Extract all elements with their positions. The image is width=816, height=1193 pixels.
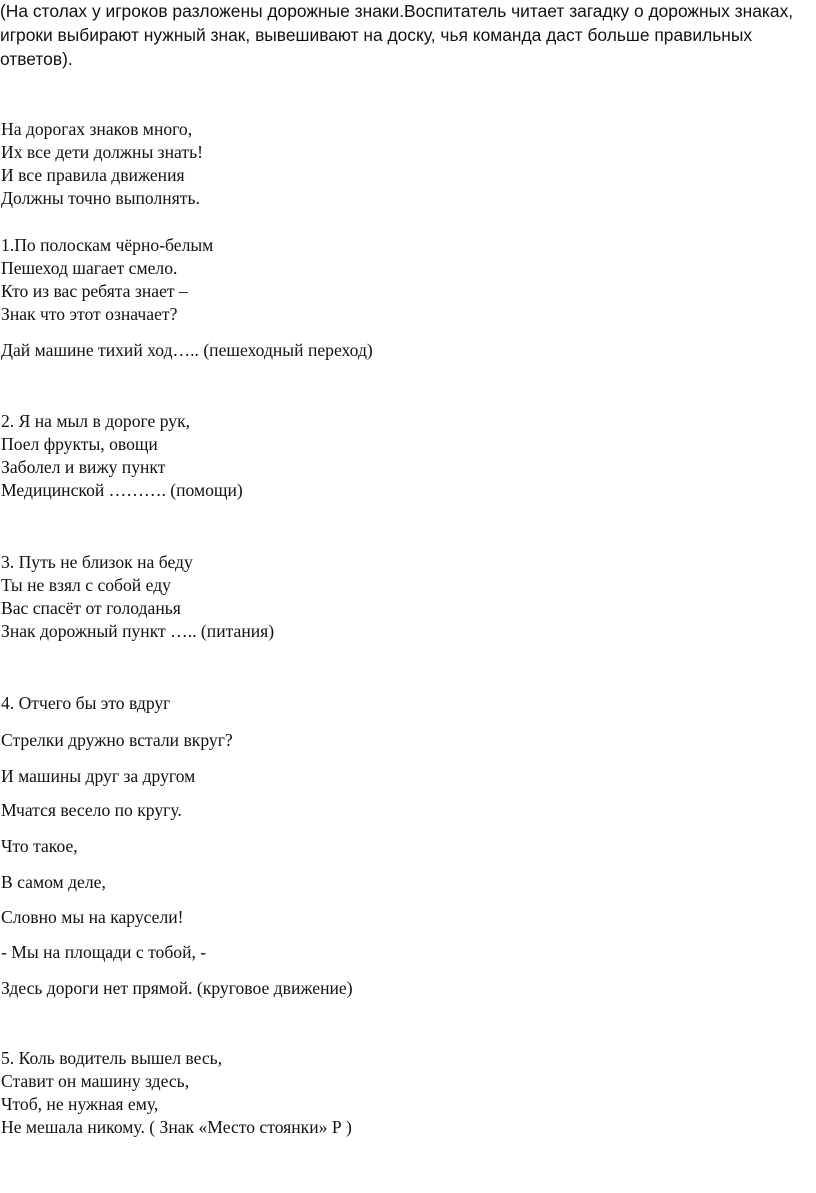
- riddle-line: Ты не взял с собой еду: [1, 575, 171, 595]
- riddle-line: Кто из вас ребята знает –: [1, 281, 188, 301]
- riddle-line: И машины друг за другом: [1, 766, 196, 786]
- riddle-answer-line: Здесь дороги нет прямой. (круговое движение): [1, 978, 353, 998]
- riddle-line: 2. Я на мыл в дороге рук,: [1, 411, 191, 431]
- poem-line: Их все дети должны знать!: [1, 142, 203, 162]
- riddle-line: Пешеход шагает смело.: [1, 258, 178, 278]
- riddle-answer-line: Знак дорожный пункт ….. (питания): [1, 621, 275, 641]
- riddle-line: Что такое,: [1, 836, 78, 856]
- riddle-line: Чтоб, не нужная ему,: [1, 1094, 159, 1114]
- riddle-line: Стрелки дружно встали вкруг?: [1, 730, 233, 750]
- intro-line: ответов).: [0, 49, 73, 69]
- riddle-line: 1.По полоскам чёрно-белым: [1, 235, 214, 255]
- riddle-line: - Мы на площади с тобой, -: [1, 942, 207, 962]
- poem-line: На дорогах знаков много,: [1, 119, 193, 139]
- riddle-answer-line: Не мешала никому. ( Знак «Место стоянки» Р ): [1, 1117, 352, 1137]
- riddle-line: Заболел и вижу пункт: [1, 457, 166, 477]
- poem-line: И все правила движения: [1, 165, 185, 185]
- intro-line: (На столах у игроков разложены дорожные знаки.Воспитатель читает загадку о дорожных знаках,: [0, 1, 794, 21]
- riddle-line: Знак что этот означает?: [1, 304, 178, 324]
- riddle-line: Словно мы на карусели!: [1, 907, 184, 927]
- riddle-line: 4. Отчего бы это вдруг: [1, 693, 171, 713]
- riddle-line: Вас спасёт от голоданья: [1, 598, 181, 618]
- riddle-answer-line: Медицинской ………. (помощи): [1, 480, 243, 500]
- riddle-line: Поел фрукты, овощи: [1, 434, 158, 454]
- riddle-line: 3. Путь не близок на беду: [1, 552, 193, 572]
- intro-line: игроки выбирают нужный знак, вывешивают на доску, чья команда даст больше правильных: [0, 25, 753, 45]
- riddle-line: 5. Коль водитель вышел весь,: [1, 1048, 223, 1068]
- riddle-answer-line: Дай машине тихий ход….. (пешеходный переход): [1, 340, 373, 360]
- riddle-line: В самом деле,: [1, 872, 106, 892]
- poem-line: Должны точно выполнять.: [1, 188, 200, 208]
- riddle-line: Мчатся весело по кругу.: [1, 800, 182, 820]
- riddle-line: Ставит он машину здесь,: [1, 1071, 190, 1091]
